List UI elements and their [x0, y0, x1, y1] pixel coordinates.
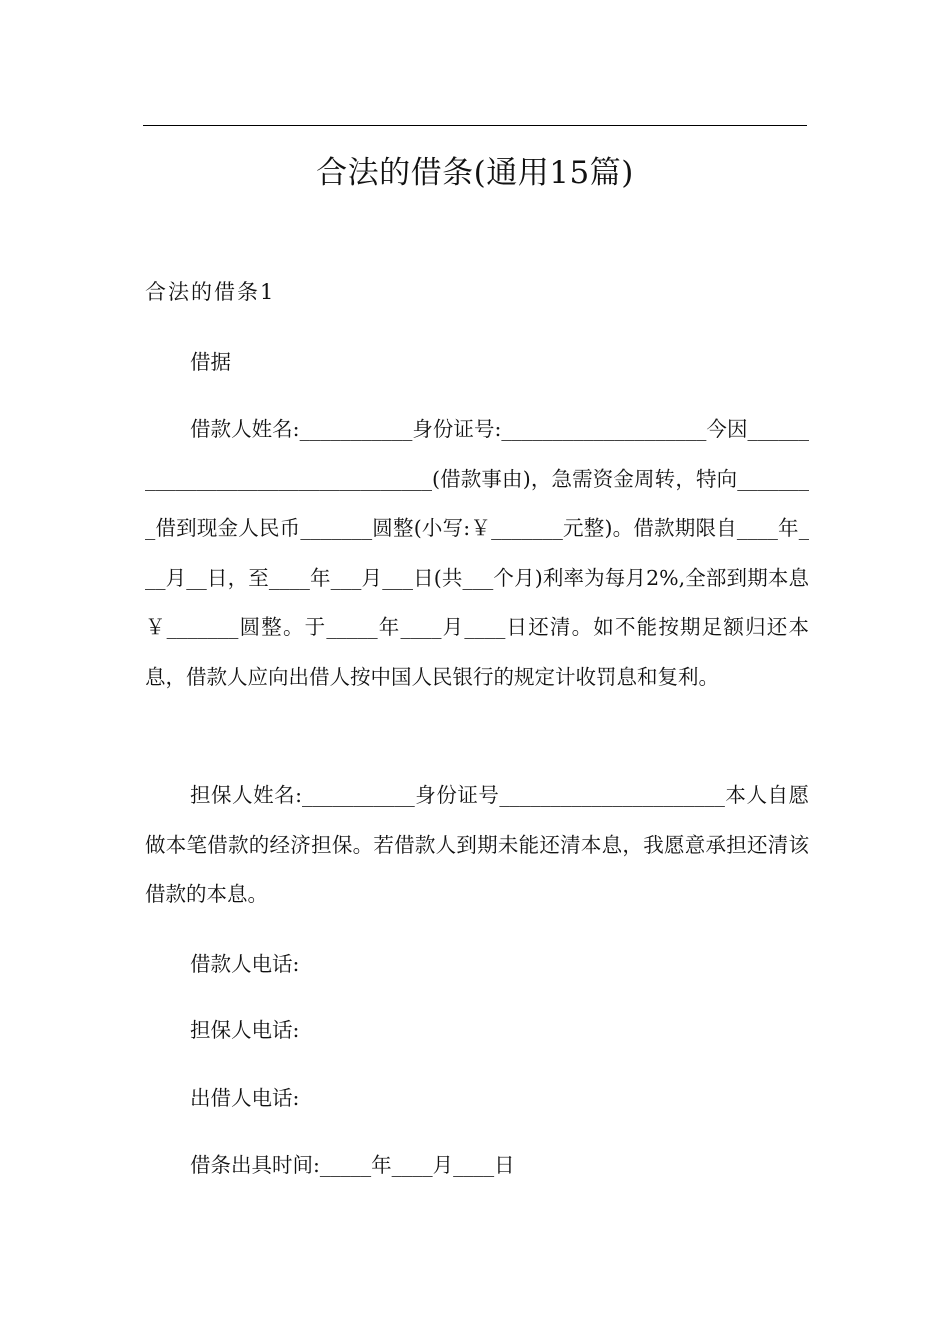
issue-date-line: 借条出具时间:_____年____月____日 [190, 1153, 515, 1177]
section-heading: 合法的借条1 [145, 280, 276, 304]
header-rule [143, 125, 807, 126]
lender-phone-line: 出借人电话: [190, 1086, 300, 1110]
borrower-phone-line: 借款人电话: [190, 952, 300, 976]
document-title: 合法的借条(通用15篇) [316, 155, 634, 191]
borrower-clause: 借款人姓名:___________身份证号:____________________今因__________________________________(借款事由)，急需资金周转，特向________借到现金人民币_______圆整(小写:￥_______元整)。借款期限自____年___月__日，至____年___月___日(共___个月)利率为每月2%,全部到期本息￥_______圆整。于_____年____月____日还清。如不能按期足额归还本息，借款人应向出借人按中国人民银行的规定计收罚息和复利。 [145, 417, 809, 689]
guarantor-clause: 担保人姓名:___________身份证号______________________本人自愿做本笔借款的经济担保。若借款人到期未能还清本息，我愿意承担还清该借款的本息。 [145, 783, 809, 907]
receipt-title: 借据 [190, 350, 231, 374]
guarantor-phone-line: 担保人电话: [190, 1018, 300, 1042]
